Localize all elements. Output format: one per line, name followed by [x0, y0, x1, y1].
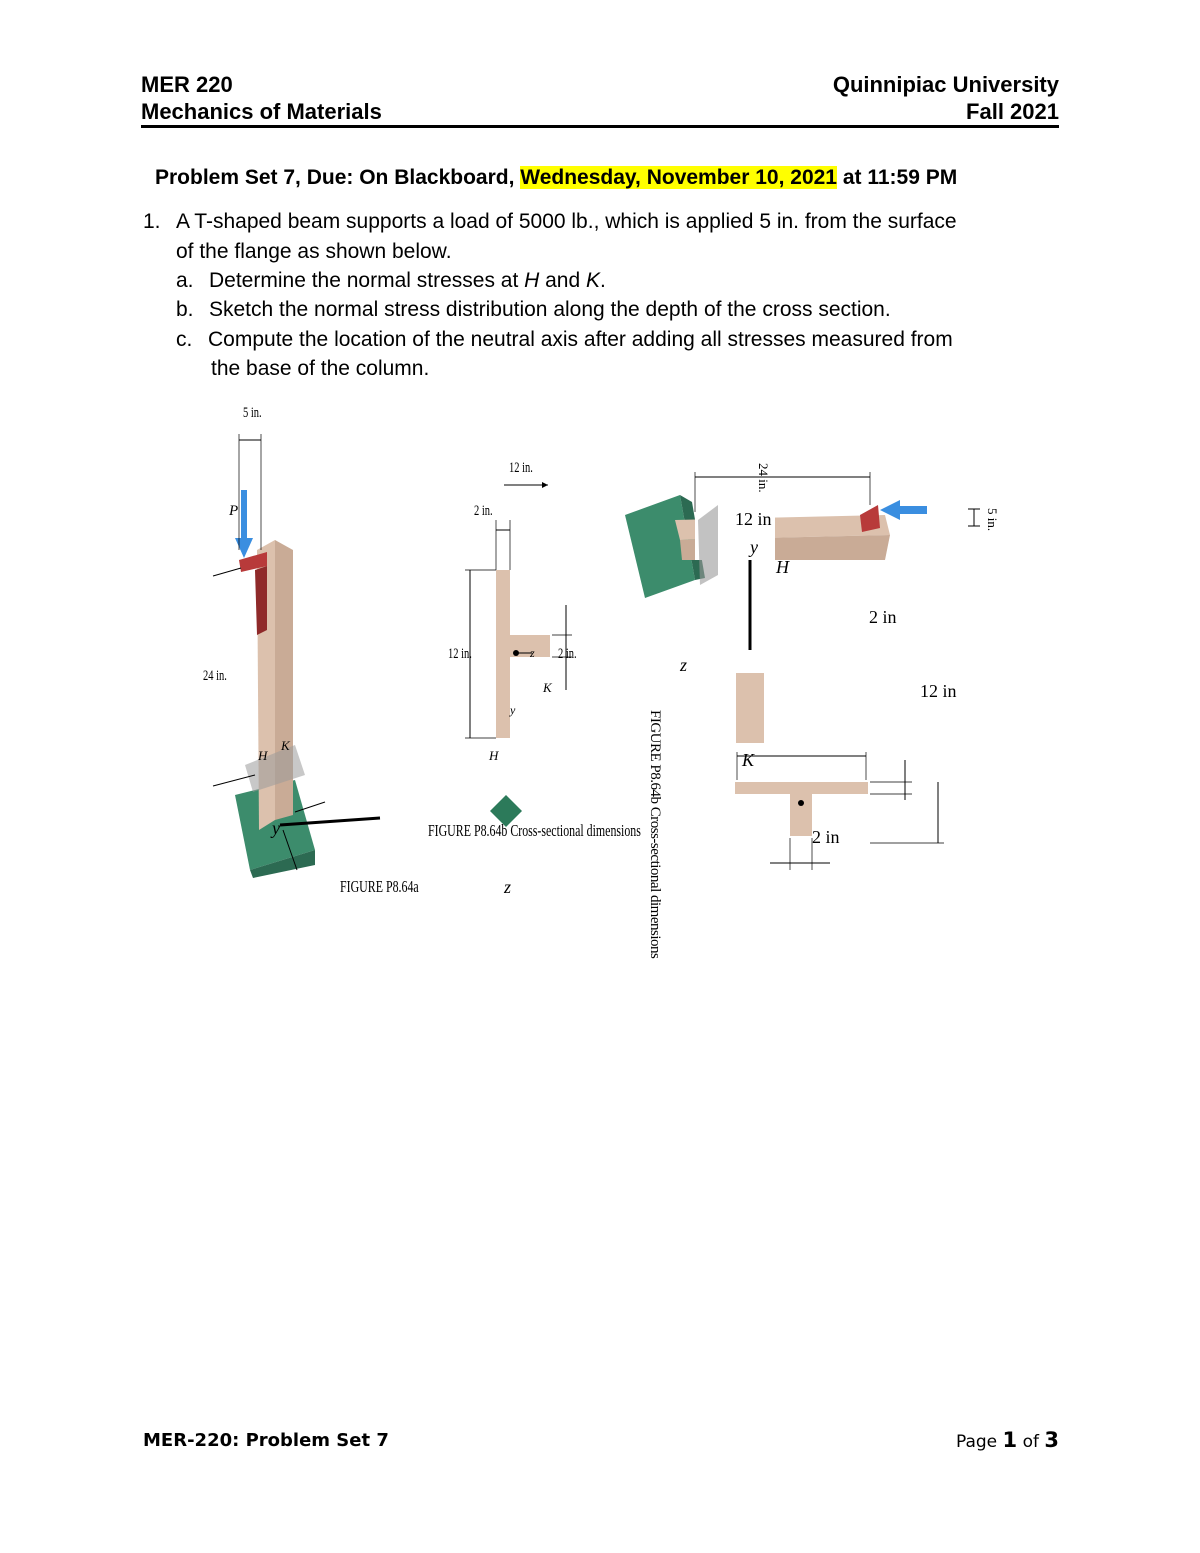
- figure-a-column: [195, 400, 425, 900]
- fig-a-load-P: P: [229, 503, 239, 519]
- rot-small-web: [736, 673, 764, 743]
- fig-b-dim-12in: 12 in.: [509, 460, 533, 476]
- axis-x-top: [213, 568, 241, 576]
- part-b-text: Sketch the normal stress distribution along the depth of the cross section.: [209, 298, 891, 321]
- part-c-text-2: the base of the column.: [211, 357, 430, 380]
- fig-b-axis-z: z: [530, 646, 535, 660]
- fig-b-caption: FIGURE P8.64b Cross-sectional dimensions: [428, 821, 641, 840]
- fig-a-dim-5in: 5 in.: [243, 405, 262, 421]
- due-date-highlight: Wednesday, November 10, 2021: [520, 166, 837, 189]
- header-rule: [141, 125, 1059, 128]
- fig-a-point-H: H: [258, 748, 268, 763]
- problem-line-2: of the flange as shown below.: [176, 240, 452, 263]
- overlay-2in: 2 in: [869, 607, 897, 627]
- overlay-H-label: H: [776, 557, 789, 577]
- problem-line-1: A T-shaped beam supports a load of 5000 lb., which is applied 5 in. from the surface: [176, 210, 957, 233]
- footer-page-number: Page 1 of 3: [955, 1428, 1059, 1452]
- part-b-label: b.: [176, 298, 194, 321]
- arrowhead: [542, 482, 548, 488]
- overlay-z-label: z: [680, 655, 688, 675]
- problem-number: 1.: [143, 210, 161, 233]
- axis-x-mid: [213, 775, 255, 786]
- rot-centroid: [798, 800, 804, 806]
- fig-b-point-H: H: [489, 748, 499, 763]
- fig-a-axis-y: y: [272, 818, 280, 838]
- overlay-K-label: K: [742, 750, 755, 770]
- part-a-text: Determine the normal stresses at H and K.: [209, 269, 606, 292]
- overlay-12in-right: 12 in: [920, 681, 957, 701]
- course-code: MER 220: [141, 72, 233, 97]
- figure-b-cross-section: [440, 455, 620, 785]
- overlay-12in-top: 12 in: [735, 509, 772, 529]
- title-suffix: at 11:59 PM: [842, 166, 958, 189]
- overlay-2in-bottom: 2 in: [812, 827, 840, 847]
- part-a-label: a.: [176, 269, 194, 292]
- fig-b-point-K: K: [543, 680, 552, 695]
- rot-label-5in: 5 in.: [985, 508, 1000, 532]
- part-c-text: Compute the location of the neutral axis after adding all stresses measured from: [208, 328, 953, 351]
- load-arrow-shaft: [241, 490, 247, 540]
- fig-b-axis-z-lower: z: [504, 877, 512, 897]
- course-name: Mechanics of Materials: [141, 99, 382, 124]
- overlay-y-label: y: [750, 537, 758, 557]
- university-name: Quinnipiac University: [832, 72, 1059, 97]
- part-c-label: c.: [176, 328, 193, 351]
- fig-b-dim-12in-depth: 12 in.: [448, 646, 472, 662]
- term: Fall 2021: [966, 99, 1059, 124]
- problem-set-title: [155, 166, 957, 190]
- fig-a-dim-24in: 24 in.: [203, 668, 227, 684]
- load-arrow-head: [235, 538, 253, 558]
- fig-b-dim-2in-web: 2 in.: [474, 503, 493, 519]
- footer-left: MER-220: Problem Set 7: [143, 1430, 389, 1451]
- rotated-figure-caption: FIGURE P8.64b Cross-sectional dimensions: [647, 710, 663, 959]
- fig-a-point-K: K: [281, 738, 290, 753]
- fig-a-caption: FIGURE P8.64a: [340, 877, 419, 896]
- rot-t-flange: [735, 782, 868, 794]
- rot-load-bracket: [860, 505, 880, 532]
- section-web: [504, 635, 550, 657]
- fig-b-dim-2in-flange: 2 in.: [558, 646, 577, 662]
- load-bracket: [255, 566, 267, 635]
- fig-b-axis-y: y: [510, 703, 516, 717]
- title-prefix: Problem Set 7, Due: On Blackboard,: [155, 166, 515, 189]
- rot-label-24in: 24 in.: [756, 463, 771, 493]
